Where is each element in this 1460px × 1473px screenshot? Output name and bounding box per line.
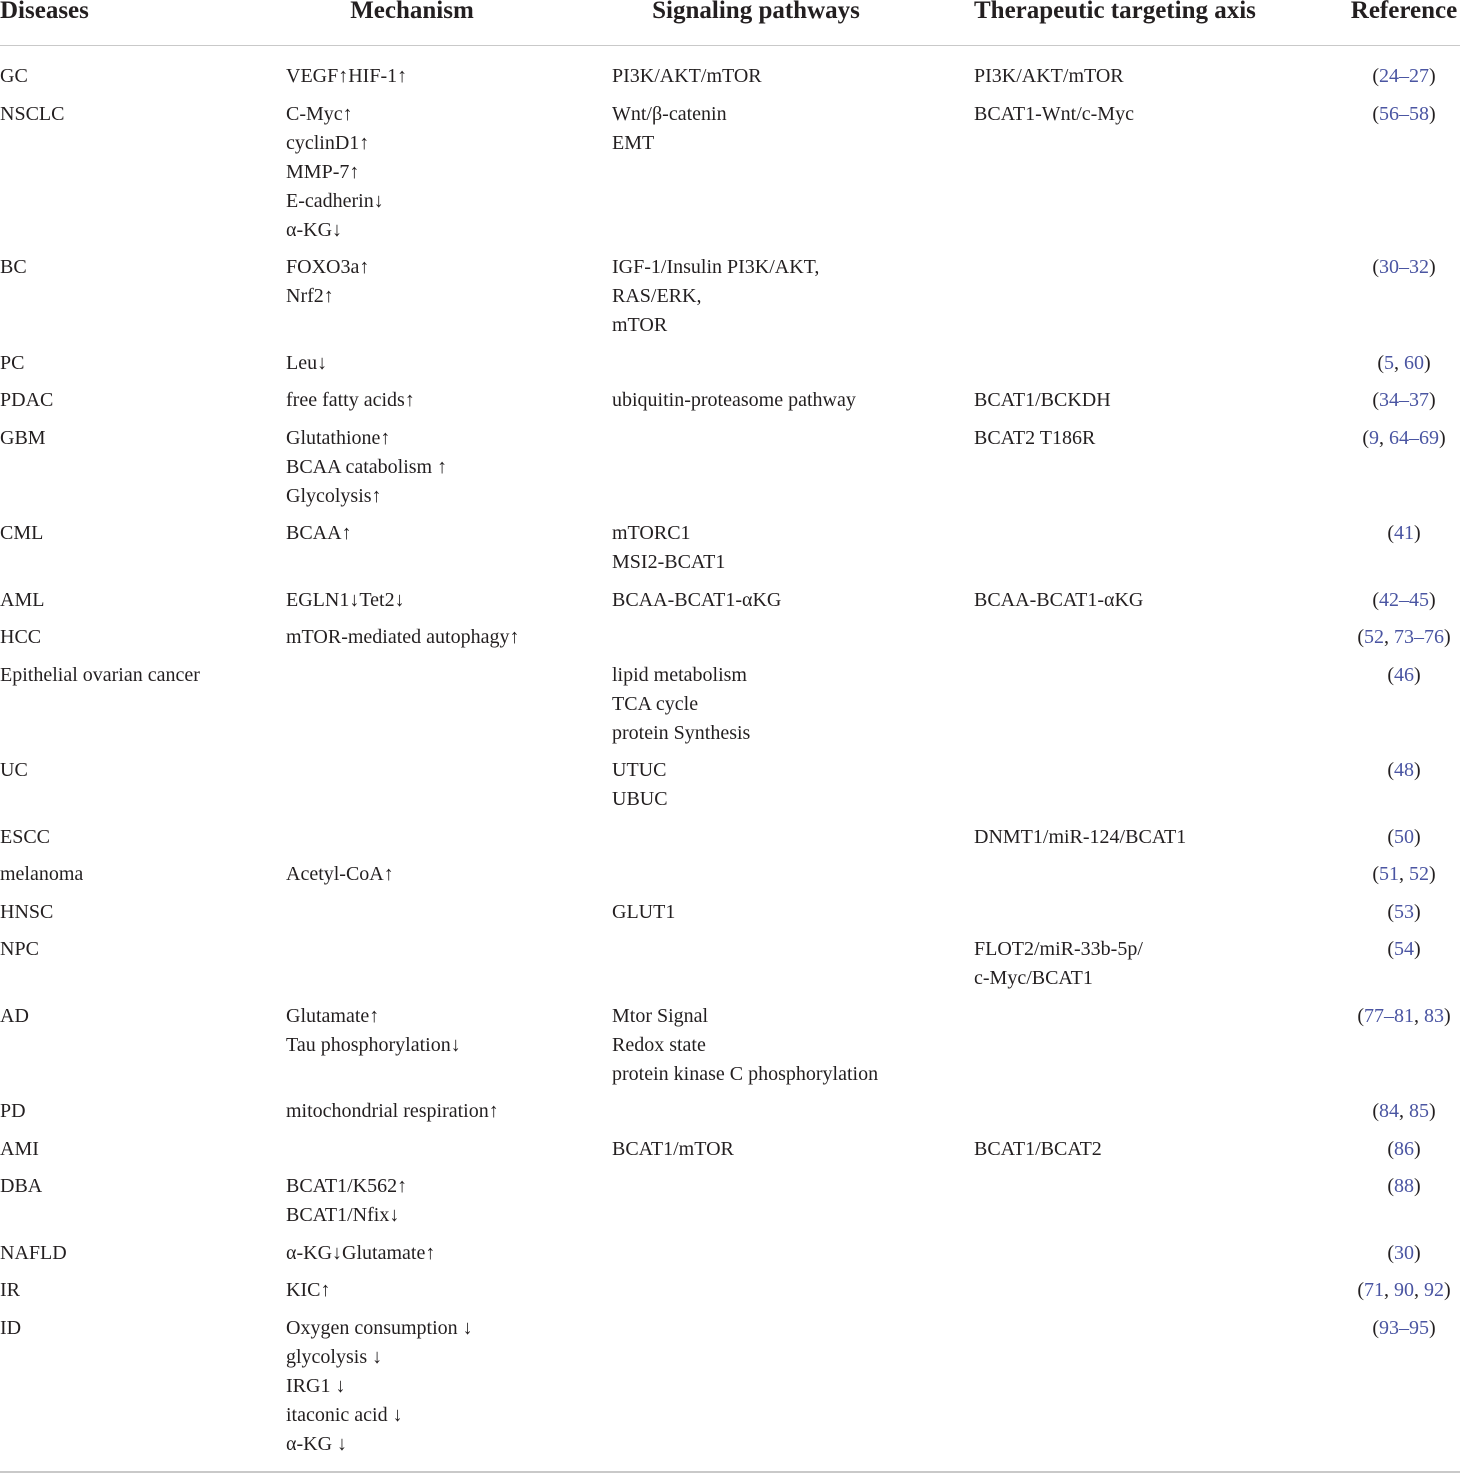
reference-separator: , [1399, 1100, 1409, 1122]
mechanism-line: E-cadherin↓ [286, 189, 384, 212]
cell-signaling [612, 1002, 878, 1089]
table-row [0, 1314, 1460, 1459]
table-row [0, 935, 1460, 993]
cell-therapeutic [974, 424, 1095, 453]
reference-paren-close: ) [1414, 1137, 1421, 1160]
reference-link[interactable]: 71 [1364, 1279, 1384, 1301]
reference-paren-open: ( [1372, 863, 1379, 885]
reference-link[interactable]: 60 [1404, 351, 1424, 374]
reference-link[interactable]: 86 [1394, 1137, 1414, 1160]
signaling-line: lipid metabolism [612, 663, 747, 686]
reference-paren-open: ( [1387, 759, 1394, 781]
cell-disease: NSCLC [0, 102, 65, 125]
cell-reference [1300, 1314, 1460, 1343]
cell-disease: IR [0, 1279, 20, 1301]
reference-link[interactable]: 34–37 [1379, 389, 1429, 411]
therapeutic-line: DNMT1/miR-124/BCAT1 [974, 825, 1187, 848]
cell-reference [1300, 424, 1460, 453]
reference-link[interactable]: 77–81 [1364, 1004, 1414, 1027]
cell-mechanism [286, 349, 327, 378]
reference-paren-open: ( [1377, 351, 1384, 374]
reference-link[interactable]: 64–69 [1389, 426, 1439, 449]
reference-paren-open: ( [1387, 522, 1394, 544]
mechanism-line: Glutamate↑ [286, 1004, 380, 1027]
reference-paren-open: ( [1372, 1316, 1379, 1339]
cell-disease: PD [0, 1100, 26, 1122]
reference-link[interactable]: 41 [1394, 522, 1414, 544]
cell-reference [1300, 62, 1460, 91]
mechanism-line: Leu↓ [286, 351, 328, 374]
reference-link[interactable]: 52 [1364, 626, 1384, 648]
cell-disease: UC [0, 759, 28, 781]
cell-disease: melanoma [0, 863, 84, 885]
signaling-line: mTOR [612, 314, 668, 336]
reference-paren-close: ) [1429, 389, 1436, 411]
cell-therapeutic [974, 1135, 1102, 1164]
table-row [0, 1135, 1460, 1164]
cell-reference [1300, 1239, 1460, 1268]
cell-reference [1300, 349, 1460, 378]
reference-link[interactable]: 88 [1394, 1175, 1414, 1197]
signaling-line: protein Synthesis [612, 721, 751, 744]
reference-paren-close: ) [1444, 1004, 1451, 1027]
table-row [0, 100, 1460, 245]
cell-disease: AD [0, 1004, 29, 1027]
cell-signaling [612, 756, 668, 814]
reference-link[interactable]: 93–95 [1379, 1316, 1429, 1339]
cell-disease: AML [0, 588, 45, 611]
cell-disease: ID [0, 1316, 22, 1339]
reference-link[interactable]: 52 [1409, 863, 1429, 885]
signaling-line: GLUT1 [612, 900, 676, 923]
cell-therapeutic [974, 586, 1143, 615]
cell-reference [1300, 860, 1460, 889]
mechanism-line: BCAT1/Nfix↓ [286, 1204, 400, 1226]
reference-paren-close: ) [1429, 65, 1436, 87]
table-row [0, 62, 1460, 91]
signaling-line: BCAA-BCAT1-αKG [612, 588, 782, 611]
cell-signaling [612, 62, 762, 91]
cell-mechanism [286, 1097, 499, 1126]
cell-disease: NAFLD [0, 1241, 67, 1264]
cell-reference [1300, 1135, 1460, 1164]
header-reference: Reference [1350, 0, 1458, 24]
cell-reference [1300, 898, 1460, 927]
mechanism-line: Glycolysis↑ [286, 484, 382, 507]
mechanism-line: VEGF↑HIF-1↑ [286, 65, 408, 87]
cell-therapeutic [974, 935, 1143, 993]
reference-paren-open: ( [1387, 663, 1394, 686]
mechanism-line: glycolysis ↓ [286, 1345, 383, 1368]
cell-signaling [612, 253, 819, 340]
signaling-line: ubiquitin-proteasome pathway [612, 389, 856, 411]
cell-disease: CML [0, 522, 44, 544]
reference-link[interactable]: 24–27 [1379, 65, 1429, 87]
signaling-line: mTORC1 [612, 522, 691, 544]
reference-link[interactable]: 90 [1394, 1279, 1414, 1301]
mechanism-line: C-Myc↑ [286, 102, 353, 125]
table-row [0, 586, 1460, 615]
mechanism-line: FOXO3a↑ [286, 256, 370, 278]
reference-paren-open: ( [1372, 1100, 1379, 1122]
cell-disease: HCC [0, 626, 42, 648]
mechanism-line: EGLN1↓Tet2↓ [286, 588, 405, 611]
reference-separator: , [1384, 626, 1394, 648]
reference-paren-close: ) [1414, 900, 1421, 923]
reference-paren-open: ( [1387, 938, 1394, 960]
mechanism-line: itaconic acid ↓ [286, 1403, 403, 1426]
reference-paren-open: ( [1387, 900, 1394, 923]
mechanism-line: Acetyl-CoA↑ [286, 863, 394, 885]
reference-paren-open: ( [1372, 65, 1379, 87]
table-row [0, 860, 1460, 889]
reference-separator: , [1384, 1279, 1394, 1301]
header-therapeutic-axis: Therapeutic targeting axis [974, 0, 1256, 24]
cell-disease: HNSC [0, 900, 54, 923]
mechanism-line: BCAA catabolism ↑ [286, 455, 448, 478]
bottom-rule [0, 1471, 1460, 1473]
reference-paren-close: ) [1429, 102, 1436, 125]
reference-link[interactable]: 42–45 [1379, 588, 1429, 611]
reference-paren-open: ( [1387, 1241, 1394, 1264]
cell-reference [1300, 935, 1460, 964]
cell-mechanism [286, 586, 405, 615]
reference-link[interactable]: 51 [1379, 863, 1399, 885]
reference-paren-close: ) [1429, 1100, 1436, 1122]
cell-disease: DBA [0, 1175, 43, 1197]
therapeutic-line: BCAT1/BCKDH [974, 389, 1111, 411]
reference-link[interactable]: 48 [1394, 759, 1414, 781]
table-row [0, 823, 1460, 852]
reference-paren-open: ( [1357, 626, 1364, 648]
reference-paren-close: ) [1414, 759, 1421, 781]
therapeutic-line: BCAT1/BCAT2 [974, 1137, 1102, 1160]
reference-paren-close: ) [1414, 522, 1421, 544]
header-mechanism: Mechanism [350, 0, 474, 24]
cell-signaling [612, 100, 727, 158]
cell-mechanism [286, 62, 407, 91]
signaling-line: BCAT1/mTOR [612, 1137, 734, 1160]
cell-therapeutic [974, 100, 1134, 129]
table-row [0, 1172, 1460, 1230]
signaling-line: MSI2-BCAT1 [612, 551, 726, 573]
cell-mechanism [286, 1172, 407, 1230]
signaling-line: RAS/ERK, [612, 285, 702, 307]
cell-disease: ESCC [0, 825, 51, 848]
cell-reference [1300, 386, 1460, 415]
reference-paren-close: ) [1414, 663, 1421, 686]
cell-reference [1300, 519, 1460, 548]
mechanism-line: α-KG↓ [286, 218, 343, 241]
cell-mechanism [286, 424, 447, 511]
cell-disease: BC [0, 256, 27, 278]
reference-link[interactable]: 9 [1369, 426, 1379, 449]
cell-mechanism [286, 1314, 473, 1459]
cell-reference [1300, 1002, 1460, 1031]
table-row [0, 1097, 1460, 1126]
signaling-line: protein kinase C phosphorylation [612, 1062, 879, 1085]
therapeutic-line: BCAT1-Wnt/c-Myc [974, 102, 1134, 125]
reference-link[interactable]: 50 [1394, 825, 1414, 848]
reference-link[interactable]: 30–32 [1379, 256, 1429, 278]
cell-disease: NPC [0, 938, 39, 960]
header-diseases: Diseases [0, 0, 89, 24]
mechanism-line: IRG1 ↓ [286, 1374, 346, 1397]
cell-signaling [612, 386, 856, 415]
mechanism-line: cyclinD1↑ [286, 131, 370, 154]
cell-mechanism [286, 519, 352, 548]
cell-reference [1300, 823, 1460, 852]
reference-paren-open: ( [1372, 588, 1379, 611]
reference-paren-close: ) [1429, 588, 1436, 611]
signaling-line: UTUC [612, 759, 667, 781]
mechanism-line: α-KG ↓ [286, 1432, 348, 1455]
table-row [0, 424, 1460, 511]
table-header [0, 0, 1460, 46]
cell-disease: GC [0, 65, 28, 87]
signaling-line: IGF-1/Insulin PI3K/AKT, [612, 256, 820, 278]
reference-link[interactable]: 53 [1394, 900, 1414, 923]
reference-separator: , [1394, 351, 1404, 374]
reference-paren-close: ) [1414, 1241, 1421, 1264]
reference-separator: , [1414, 1004, 1424, 1027]
table-row [0, 1276, 1460, 1305]
reference-link[interactable]: 30 [1394, 1241, 1414, 1264]
table-row [0, 1239, 1460, 1268]
cell-reference [1300, 1276, 1460, 1305]
mechanism-line: BCAA↑ [286, 522, 352, 544]
cell-mechanism [286, 386, 415, 415]
therapeutic-line: BCAT2 T186R [974, 426, 1096, 449]
cell-signaling [612, 586, 781, 615]
reference-paren-open: ( [1372, 102, 1379, 125]
signaling-line: Redox state [612, 1033, 706, 1056]
reference-paren-close: ) [1414, 825, 1421, 848]
reference-separator: , [1399, 863, 1409, 885]
reference-paren-open: ( [1387, 825, 1394, 848]
reference-paren-open: ( [1357, 1004, 1364, 1027]
reference-link[interactable]: 84 [1379, 1100, 1399, 1122]
reference-separator: , [1414, 1279, 1424, 1301]
therapeutic-line: BCAA-BCAT1-αKG [974, 588, 1144, 611]
table-row [0, 1002, 1460, 1089]
cell-therapeutic [974, 823, 1186, 852]
signaling-line: UBUC [612, 788, 668, 810]
mechanism-line: Nrf2↑ [286, 285, 334, 307]
mechanism-line: BCAT1/K562↑ [286, 1175, 408, 1197]
mechanism-line: mTOR-mediated autophagy↑ [286, 626, 520, 648]
cell-mechanism [286, 1276, 330, 1305]
reference-link[interactable]: 46 [1394, 663, 1414, 686]
therapeutic-line: c-Myc/BCAT1 [974, 967, 1093, 989]
table-row [0, 519, 1460, 577]
table-row [0, 349, 1460, 378]
cell-mechanism [286, 860, 394, 889]
reference-paren-close: ) [1429, 256, 1436, 278]
reference-paren-close: ) [1439, 426, 1446, 449]
cell-reference [1300, 661, 1460, 690]
mechanism-line: MMP-7↑ [286, 160, 360, 183]
cell-disease: Epithelial ovarian cancer [0, 663, 200, 686]
reference-separator: , [1379, 426, 1389, 449]
reference-paren-open: ( [1372, 389, 1379, 411]
table-row [0, 898, 1460, 927]
reference-paren-close: ) [1414, 938, 1421, 960]
cell-disease: PC [0, 351, 25, 374]
reference-paren-open: ( [1362, 426, 1369, 449]
cell-reference [1300, 1097, 1460, 1126]
reference-paren-open: ( [1387, 1137, 1394, 1160]
cell-reference [1300, 1172, 1460, 1201]
mechanism-line: α-KG↓Glutamate↑ [286, 1241, 436, 1264]
cell-disease: PDAC [0, 389, 54, 411]
signaling-line: Wnt/β-catenin [612, 102, 727, 125]
cell-therapeutic [974, 62, 1124, 91]
mechanism-line: mitochondrial respiration↑ [286, 1100, 499, 1122]
cell-signaling [612, 519, 725, 577]
cell-signaling [612, 1135, 734, 1164]
table-row [0, 756, 1460, 814]
cell-reference [1300, 100, 1460, 129]
reference-paren-close: ) [1424, 351, 1431, 374]
reference-paren-open: ( [1387, 1175, 1394, 1197]
mechanism-line: free fatty acids↑ [286, 389, 415, 411]
signaling-line: TCA cycle [612, 692, 699, 715]
header-signaling-pathways: Signaling pathways [652, 0, 860, 24]
mechanism-line: Oxygen consumption ↓ [286, 1316, 473, 1339]
therapeutic-line: FLOT2/miR-33b-5p/ [974, 938, 1143, 960]
cell-disease: GBM [0, 426, 46, 449]
reference-link[interactable]: 85 [1409, 1100, 1429, 1122]
reference-paren-close: ) [1444, 1279, 1451, 1301]
cell-reference [1300, 623, 1460, 652]
table-row [0, 253, 1460, 340]
reference-link[interactable]: 83 [1424, 1004, 1444, 1027]
reference-paren-close: ) [1444, 626, 1451, 648]
reference-paren-open: ( [1357, 1279, 1364, 1301]
table-row [0, 386, 1460, 415]
reference-paren-open: ( [1372, 256, 1379, 278]
mechanism-line: KIC↑ [286, 1279, 331, 1301]
reference-paren-close: ) [1429, 863, 1436, 885]
cell-mechanism [286, 1002, 461, 1060]
reference-link[interactable]: 5 [1384, 351, 1394, 374]
cell-mechanism [286, 623, 519, 652]
cell-reference [1300, 756, 1460, 785]
reference-paren-close: ) [1429, 1316, 1436, 1339]
table-row [0, 623, 1460, 652]
signaling-line: Mtor Signal [612, 1004, 709, 1027]
reference-link[interactable]: 92 [1424, 1279, 1444, 1301]
reference-link[interactable]: 54 [1394, 938, 1414, 960]
table-row [0, 661, 1460, 748]
signaling-line: PI3K/AKT/mTOR [612, 65, 762, 87]
cell-signaling [612, 898, 675, 927]
cell-therapeutic [974, 386, 1111, 415]
cell-signaling [612, 661, 750, 748]
therapeutic-line: PI3K/AKT/mTOR [974, 65, 1124, 87]
mechanism-line: Glutathione↑ [286, 426, 391, 449]
reference-paren-close: ) [1414, 1175, 1421, 1197]
reference-link[interactable]: 73–76 [1394, 626, 1444, 648]
cell-reference [1300, 586, 1460, 615]
cell-mechanism [286, 1239, 435, 1268]
mechanism-line: Tau phosphorylation↓ [286, 1033, 461, 1056]
cell-mechanism [286, 253, 369, 311]
cell-mechanism [286, 100, 384, 245]
signaling-line: EMT [612, 131, 655, 154]
cell-disease: AMI [0, 1137, 39, 1160]
cell-reference [1300, 253, 1460, 282]
reference-link[interactable]: 56–58 [1379, 102, 1429, 125]
